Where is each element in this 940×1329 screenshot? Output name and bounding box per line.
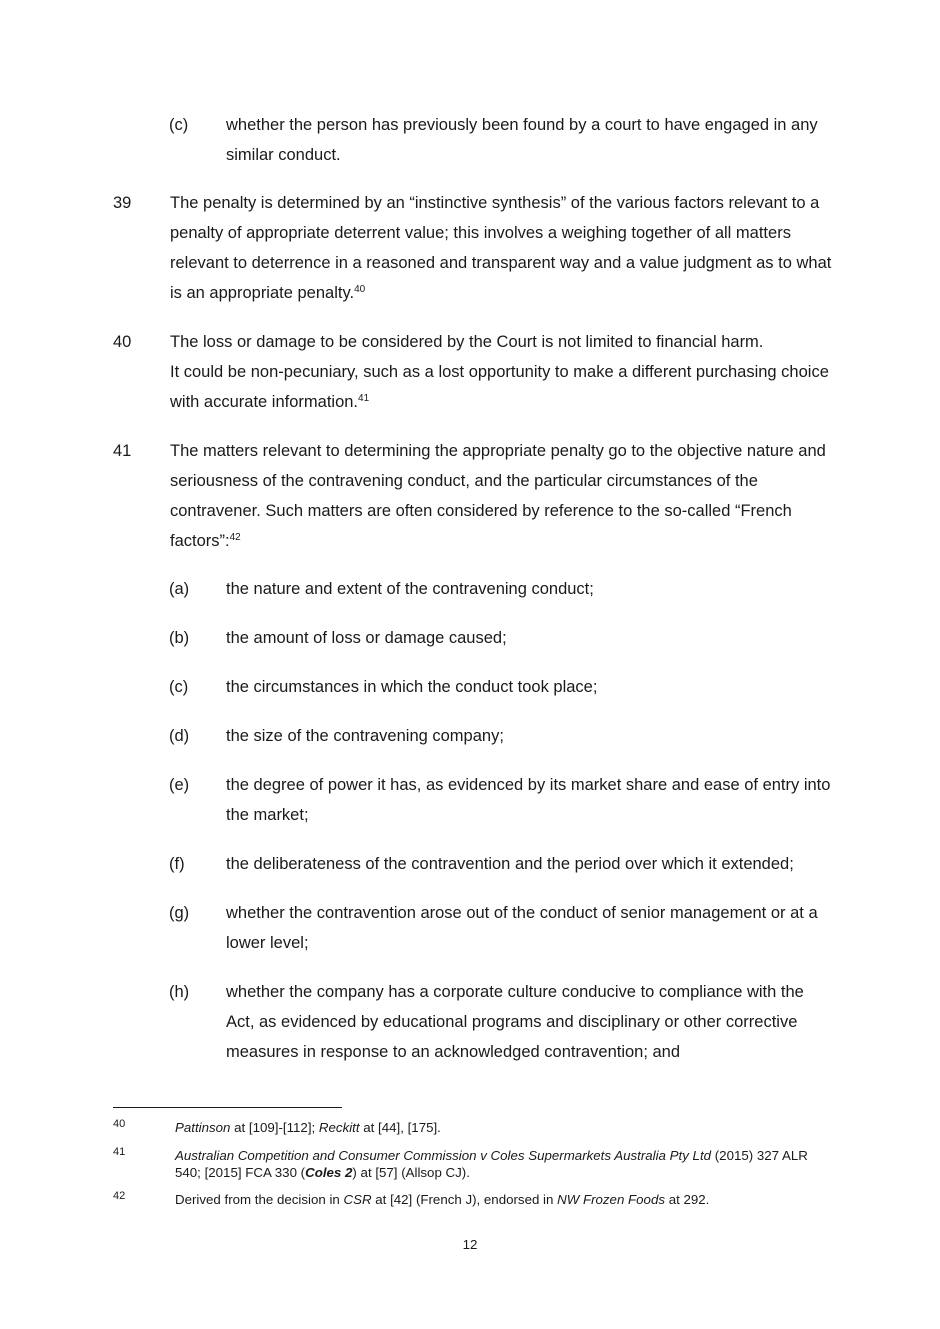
paragraph-text-content: The penalty is determined by an “instinctive synthesis” of the various factors relevant to a penalty of appropriate deterrent value; this involves a weighing together of all matters relevant to deterrence in a reasoned and transparent way and a value judgment as to what is an appropriate penalty. [170,194,832,302]
footnote-number: 42 [113,1190,126,1202]
list-item-text: the degree of power it has, as evidenced by its market share and ease of entry into the market; [226,776,831,824]
list-item-label: (e) [169,776,190,794]
list-item-a [169,574,834,604]
list-item-text: the size of the contravening company; [226,727,504,745]
list-item-c [169,672,834,702]
list-item-text: the amount of loss or damage caused; [226,629,507,647]
paragraph-40 [113,327,833,417]
list-item-label: (h) [169,983,190,1001]
paragraph-text-line1: The loss or damage to be considered by the Court is not limited to financial harm. [170,333,764,351]
list-item-text: whether the company has a corporate culture conducive to compliance with the Act, as evidenced by educational programs and disciplinary or other corrective measures in response to an acknowledged contravention; and [226,983,804,1061]
list-item-label: (d) [169,727,190,745]
list-item-label: (c) [169,678,189,696]
list-item-h [169,977,834,1067]
paragraph-text-content: The matters relevant to determining the appropriate penalty go to the objective nature and seriousness of the contravening conduct, and the particular circumstances of the contravener. Such matters are often considered by reference to the so-called “French factors”: [170,442,826,550]
footnote-text-part: ) at [57] (Allsop CJ). [352,1165,470,1180]
list-item-text: the nature and extent of the contravening conduct; [226,580,594,598]
list-item-text: the circumstances in which the conduct took place; [226,678,598,696]
list-item-b [169,623,834,653]
footnote-ref[interactable]: 40 [354,284,366,295]
page-number: 12 [462,1237,478,1252]
footnote-41 [113,1147,833,1181]
list-item-text: whether the person has previously been found by a court to have engaged in any similar conduct. [226,116,818,164]
case-short-name: Coles 2 [305,1165,353,1180]
paragraph-number: 39 [113,194,132,212]
paragraph-41 [113,436,833,556]
list-item-label: (c) [169,116,189,134]
case-name: Reckitt [318,1120,360,1135]
paragraph-text-rest: It could be non-pecuniary, such as a lost opportunity to make a different purchasing choice with accurate information. [170,363,829,411]
paragraph-text [170,188,833,308]
list-item-text: the deliberateness of the contravention and the period over which it extended; [226,855,794,873]
case-name: Australian Competition and Consumer Commission v Coles Supermarkets Australia Pty Ltd [175,1148,712,1163]
footnote-text-part: at 292. [665,1192,710,1207]
footnote-ref[interactable]: 42 [229,532,241,543]
list-item-label: (g) [169,904,190,922]
list-item-f [169,849,834,879]
case-name: Pattinson [175,1120,231,1135]
footnote-separator [113,1107,342,1108]
paragraph-number: 41 [113,442,132,460]
footnote-42 [113,1191,833,1208]
footnote-number: 40 [113,1118,126,1130]
footnote-text-part: at [44], [175]. [359,1120,441,1135]
list-item-c-prev [169,110,834,170]
paragraph-text [170,327,833,417]
paragraph-number: 40 [113,333,132,351]
case-name: CSR [343,1192,372,1207]
footnote-40 [113,1119,833,1136]
footnote-text [175,1191,833,1208]
footnote-text-part: (2015) 327 ALR 540; [2015] FCA 330 ( [175,1148,808,1180]
list-item-label: (b) [169,629,190,647]
list-item-g [169,898,834,958]
list-item-e [169,770,834,830]
footnote-ref[interactable]: 41 [358,393,370,404]
paragraph-text [170,436,833,556]
paragraph-39 [113,188,833,308]
case-name: NW Frozen Foods [557,1192,665,1207]
list-item-label: (a) [169,580,190,598]
footnote-text-part: at [42] (French J), endorsed in [371,1192,558,1207]
footnote-text-part: at [109]-[112]; [230,1120,319,1135]
list-item-d [169,721,834,751]
footnote-text [175,1147,833,1181]
footnote-text-part: Derived from the decision in [175,1192,344,1207]
footnote-text [175,1119,833,1136]
list-item-text: whether the contravention arose out of the conduct of senior management or at a lower level; [226,904,818,952]
list-item-label: (f) [169,855,185,873]
footnote-number: 41 [113,1146,126,1158]
